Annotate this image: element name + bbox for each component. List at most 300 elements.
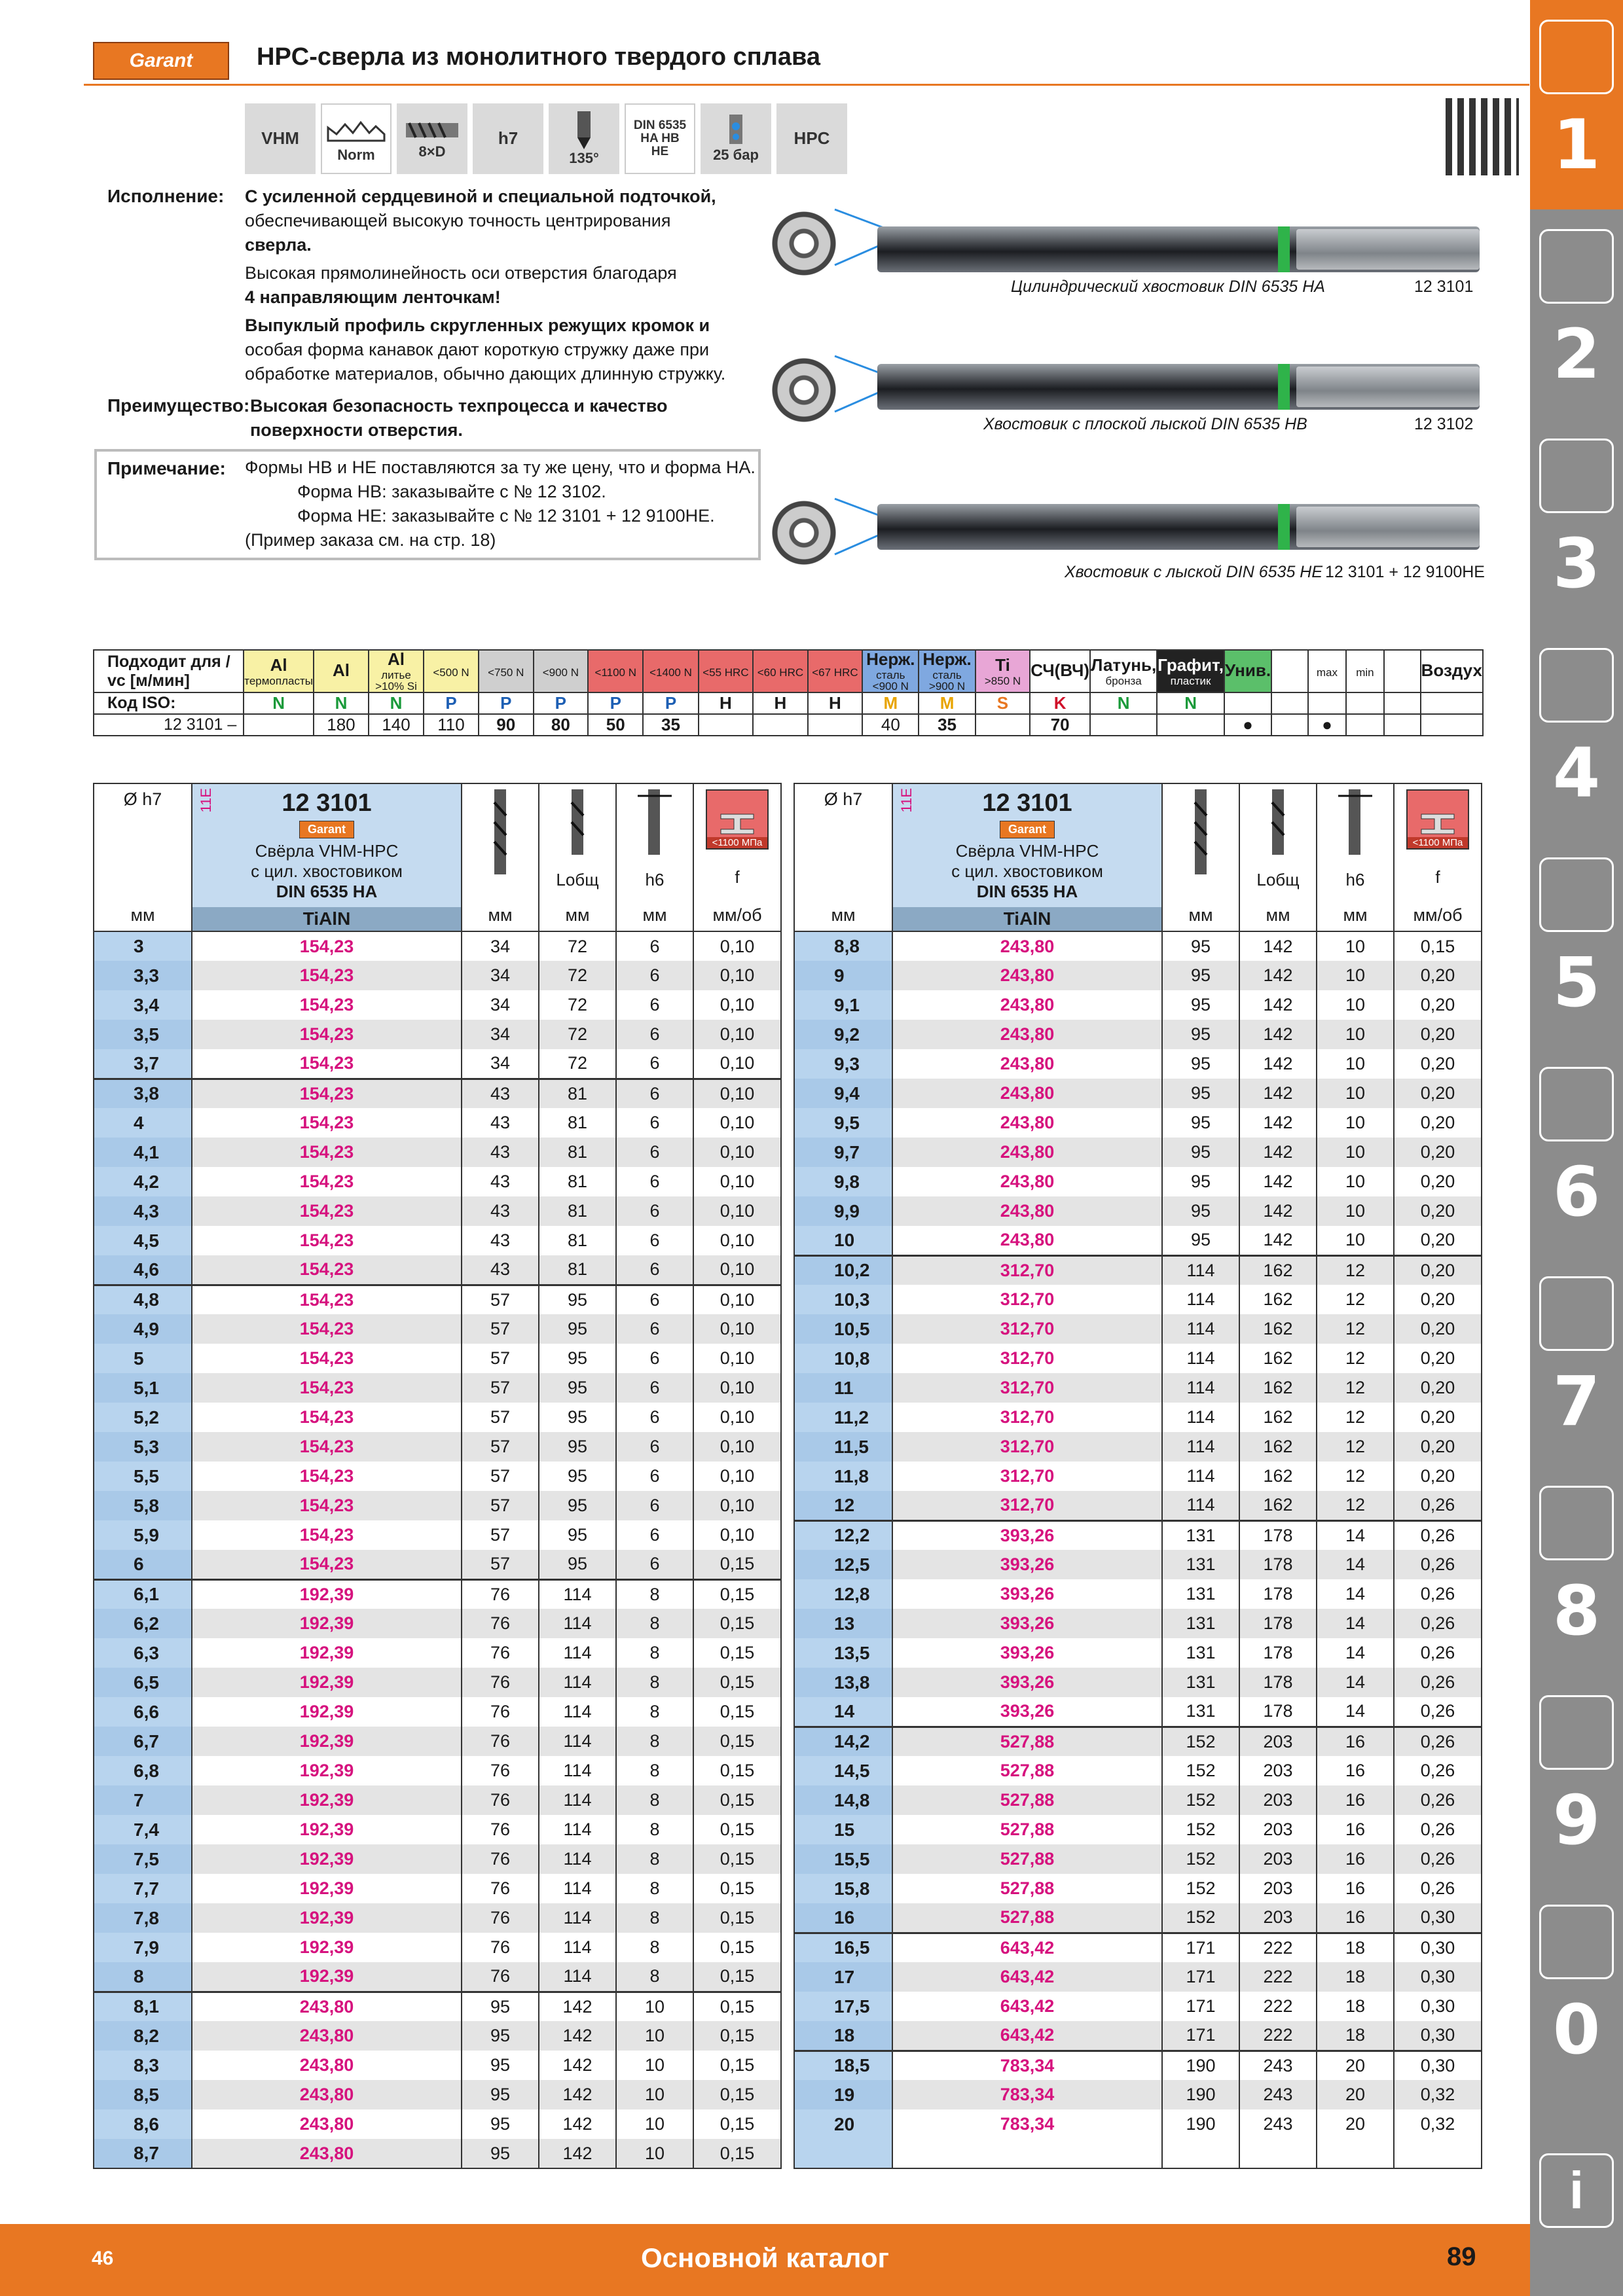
shank-diameter-cell: 6 <box>616 1462 693 1491</box>
total-length-cell: 178 <box>1239 1609 1317 1638</box>
shank-diameter-cell: 12 <box>1317 1314 1394 1344</box>
price-cell: 154,23 <box>192 1226 462 1255</box>
table-row <box>794 990 1482 1020</box>
chapter-number[interactable]: 1 <box>1552 105 1601 185</box>
table-row <box>794 1903 1482 1933</box>
total-length-cell: 142 <box>539 2139 616 2168</box>
diameter-cell: 7 <box>94 1785 192 1815</box>
drill-article: 12 3101 <box>1414 278 1474 296</box>
feed-cell: 0,20 <box>1394 961 1482 990</box>
chapter-number[interactable]: 7 <box>1552 1361 1601 1441</box>
article-header: 11E 12 3101 Garant Свёрла VHM-HPC с цил. хвостовиком DIN 6535 HA TiAlN <box>892 783 1162 931</box>
flute-length-cell: 95 <box>1162 931 1239 961</box>
shank-diameter-cell: 6 <box>616 1520 693 1550</box>
total-length-cell: 114 <box>539 1962 616 1992</box>
total-length-cell: 142 <box>1239 990 1317 1020</box>
shank-diameter-cell: 6 <box>616 1255 693 1285</box>
total-length-cell: 114 <box>539 1609 616 1638</box>
flute-length-cell: 152 <box>1162 1844 1239 1874</box>
cutting-speed: 50 <box>588 714 643 736</box>
feed-cell: 0,20 <box>1394 1462 1482 1491</box>
diameter-cell: 6,2 <box>94 1609 192 1638</box>
diameter-cell: 18 <box>794 2021 892 2051</box>
flute-length-cell: 114 <box>1162 1403 1239 1432</box>
info-icon[interactable]: i <box>1539 2153 1614 2228</box>
price-cell: 527,88 <box>892 1874 1162 1903</box>
price-cell: 154,23 <box>192 1373 462 1403</box>
price-cell: 312,70 <box>892 1314 1162 1344</box>
diameter-cell: 4,5 <box>94 1226 192 1255</box>
total-length-cell: 72 <box>539 961 616 990</box>
table-row <box>794 1992 1482 2021</box>
shank-diameter-cell: 6 <box>616 1432 693 1462</box>
feed-cell: 0,15 <box>693 1697 781 1727</box>
feed-cell: 0,15 <box>693 1609 781 1638</box>
total-length-cell: 203 <box>1239 1844 1317 1874</box>
table-row <box>794 1520 1482 1550</box>
total-length-cell: 95 <box>539 1432 616 1462</box>
cabinet-icon[interactable] <box>1539 1695 1614 1770</box>
page-title: HPC-сверла из монолитного твердого сплава <box>257 43 820 71</box>
flute-length-cell: 95 <box>462 2021 539 2051</box>
total-length-cell: 203 <box>1239 1756 1317 1785</box>
feed-cell: 0,10 <box>693 1196 781 1226</box>
shank-diameter-cell: 12 <box>1317 1432 1394 1462</box>
price-cell: 154,23 <box>192 1462 462 1491</box>
material-column-head: <500 N <box>424 650 479 692</box>
chapter-number[interactable]: 3 <box>1552 524 1601 603</box>
total-length-cell: 142 <box>1239 1049 1317 1079</box>
chapter-number[interactable]: 9 <box>1552 1780 1601 1860</box>
flute-length-cell: 34 <box>462 1049 539 1079</box>
diameter-cell: 8,3 <box>94 2051 192 2080</box>
coolant-pressure-icon: 25 бар <box>701 103 771 174</box>
table-row <box>94 1255 781 1285</box>
drill-caption: Хвостовик с лыской DIN 6535 HE <box>1065 563 1323 581</box>
diameter-cell: 5,2 <box>94 1403 192 1432</box>
shank-diameter-cell: 8 <box>616 1638 693 1668</box>
diameter-cell: 8,7 <box>94 2139 192 2168</box>
feed-cell: 0,15 <box>693 1579 781 1609</box>
material-column-head <box>1384 650 1421 692</box>
diameter-cell: 7,9 <box>94 1933 192 1962</box>
shank-diameter-cell: 6 <box>616 1079 693 1108</box>
shank-diameter-cell: 6 <box>616 1314 693 1344</box>
flute-length-cell: 95 <box>462 2080 539 2109</box>
total-length-cell: 95 <box>539 1462 616 1491</box>
total-length-header: Lобщ мм <box>1239 783 1317 931</box>
iso-code: N <box>1157 692 1224 714</box>
diameter-header: Ø h7 мм <box>94 783 192 931</box>
total-length-cell: 178 <box>1239 1697 1317 1727</box>
shank-diameter-cell: 10 <box>616 2051 693 2080</box>
total-length-cell: 162 <box>1239 1462 1317 1491</box>
table-row <box>794 1785 1482 1815</box>
flute-length-cell: 43 <box>462 1226 539 1255</box>
flute-length-cell: 114 <box>1162 1373 1239 1403</box>
diameter-cell: 4,6 <box>94 1255 192 1285</box>
diameter-cell: 10,5 <box>794 1314 892 1344</box>
shank-diameter-cell: 16 <box>1317 1785 1394 1815</box>
flute-length-cell: 131 <box>1162 1668 1239 1697</box>
table-row <box>94 1226 781 1255</box>
table-row <box>94 1314 781 1344</box>
chapter-number[interactable]: 8 <box>1552 1571 1601 1651</box>
table-row <box>794 1844 1482 1874</box>
price-cell: 527,88 <box>892 1727 1162 1756</box>
shank-diameter-cell: 14 <box>1317 1638 1394 1668</box>
shank-diameter-cell: 6 <box>616 1285 693 1314</box>
total-length-cell: 114 <box>539 1903 616 1933</box>
shank-diameter-cell: 14 <box>1317 1579 1394 1609</box>
price-cell: 393,26 <box>892 1609 1162 1638</box>
diameter-cell: 12,8 <box>794 1579 892 1609</box>
flute-length-cell: 114 <box>1162 1285 1239 1314</box>
workshop-icon[interactable] <box>1539 1486 1614 1560</box>
price-cell: 783,34 <box>892 2080 1162 2109</box>
holder-icon[interactable] <box>1539 439 1614 513</box>
feed-cell: 0,10 <box>693 1491 781 1520</box>
chapter-number[interactable]: 5 <box>1552 942 1601 1022</box>
total-length-cell: 114 <box>539 1668 616 1697</box>
flute-length-cell: 57 <box>462 1520 539 1550</box>
diameter-cell: 8,1 <box>94 1992 192 2021</box>
feed-cell: 0,15 <box>693 1874 781 1903</box>
diameter-cell: 14 <box>794 1697 892 1727</box>
price-cell: 154,23 <box>192 1432 462 1462</box>
cutting-speed <box>1384 714 1421 736</box>
feed-cell: 0,15 <box>693 1727 781 1756</box>
total-length-cell: 222 <box>1239 1962 1317 1992</box>
flute-length-cell: 95 <box>1162 1138 1239 1167</box>
table-row <box>94 1167 781 1196</box>
diameter-cell: 6,7 <box>94 1727 192 1756</box>
flute-length-header: мм <box>1162 783 1239 931</box>
price-cell: 527,88 <box>892 1815 1162 1844</box>
table-row <box>794 1491 1482 1520</box>
total-length-cell: 243 <box>1239 2080 1317 2109</box>
shank-diameter-cell: 8 <box>616 1844 693 1874</box>
price-cell: 154,23 <box>192 1108 462 1138</box>
price-cell: 312,70 <box>892 1491 1162 1520</box>
iso-code: N <box>314 692 369 714</box>
shank-diameter-cell: 6 <box>616 1138 693 1167</box>
shank-diameter-cell: 10 <box>1317 961 1394 990</box>
total-length-cell: 95 <box>539 1520 616 1550</box>
diameter-cell: 16,5 <box>794 1933 892 1962</box>
total-length-cell: 178 <box>1239 1668 1317 1697</box>
material-vhm-icon: VHM <box>245 103 316 174</box>
feed-cell: 0,10 <box>693 1344 781 1373</box>
table-row <box>94 1962 781 1992</box>
diameter-cell: 13,5 <box>794 1638 892 1668</box>
material-column-head: Нерж. сталь <900 N <box>862 650 919 692</box>
price-cell: 243,80 <box>192 2080 462 2109</box>
flute-length-cell: 114 <box>1162 1432 1239 1462</box>
shank-diameter-cell: 18 <box>1317 1992 1394 2021</box>
diameter-cell: 12 <box>794 1491 892 1520</box>
drill-caption: Хвостовик с плоской лыской DIN 6535 HB <box>983 415 1307 433</box>
price-cell: 154,23 <box>192 1079 462 1108</box>
iso-code: P <box>479 692 534 714</box>
cutting-speed <box>976 714 1030 736</box>
feed-cell: 0,30 <box>1394 1992 1482 2021</box>
price-cell: 192,39 <box>192 1933 462 1962</box>
feed-cell: 0,15 <box>693 2080 781 2109</box>
diameter-cell: 11 <box>794 1373 892 1403</box>
shank-diameter-cell: 8 <box>616 1933 693 1962</box>
point-angle-icon: 135° <box>549 103 619 174</box>
flute-length-cell: 114 <box>1162 1314 1239 1344</box>
feed-cell: 0,10 <box>693 990 781 1020</box>
price-cell: 243,80 <box>892 961 1162 990</box>
diameter-cell: 9,4 <box>794 1079 892 1108</box>
feed-cell: 0,10 <box>693 1462 781 1491</box>
price-cell: 154,23 <box>192 1550 462 1579</box>
price-cell: 154,23 <box>192 1520 462 1550</box>
safety-icon[interactable] <box>1539 1905 1614 1979</box>
diameter-cell: 6,5 <box>94 1668 192 1697</box>
iso-code <box>1271 692 1308 714</box>
table-row <box>794 1196 1482 1226</box>
diameter-cell: 4,2 <box>94 1167 192 1196</box>
total-length-cell: 81 <box>539 1196 616 1226</box>
total-length-cell: 203 <box>1239 1815 1317 1844</box>
flute-length-cell: 76 <box>462 1933 539 1962</box>
flute-length-cell: 57 <box>462 1403 539 1432</box>
table-row <box>94 2109 781 2139</box>
drill-image-hb <box>877 364 1480 410</box>
feed-cell: 0,15 <box>693 1992 781 2021</box>
pliers-icon[interactable] <box>1539 1276 1614 1351</box>
total-length-cell: 178 <box>1239 1579 1317 1609</box>
feed-cell: 0,26 <box>1394 1874 1482 1903</box>
shank-diameter-cell: 12 <box>1317 1255 1394 1285</box>
feed-cell: 0,32 <box>1394 2109 1482 2139</box>
diameter-cell: 6,8 <box>94 1756 192 1785</box>
material-column-head: min <box>1346 650 1384 692</box>
flute-length-cell: 95 <box>1162 990 1239 1020</box>
shank-diameter-cell: 12 <box>1317 1491 1394 1520</box>
price-cell: 154,23 <box>192 1167 462 1196</box>
feed-cell: 0,26 <box>1394 1668 1482 1697</box>
saw-icon[interactable] <box>1539 857 1614 932</box>
total-length-cell: 142 <box>539 1992 616 2021</box>
price-cell: 154,23 <box>192 1314 462 1344</box>
cutting-speed: 35 <box>919 714 975 736</box>
cutting-speed <box>699 714 754 736</box>
table-row <box>94 1697 781 1727</box>
total-length-cell: 142 <box>539 2021 616 2051</box>
total-length-cell: 114 <box>539 1697 616 1727</box>
table-row <box>794 1756 1482 1785</box>
shank-diameter-cell: 16 <box>1317 1727 1394 1756</box>
feed-cell: 0,30 <box>1394 1903 1482 1933</box>
feed-cell: 0,10 <box>693 1108 781 1138</box>
feed-cell: 0,20 <box>1394 1314 1482 1344</box>
diameter-cell: 6,6 <box>94 1697 192 1727</box>
iso-code <box>1421 692 1483 714</box>
total-length-cell: 81 <box>539 1108 616 1138</box>
price-cell: 243,80 <box>892 1196 1162 1226</box>
price-cell: 192,39 <box>192 1785 462 1815</box>
shank-diameter-cell: 8 <box>616 1668 693 1697</box>
flute-length-cell: 131 <box>1162 1550 1239 1579</box>
diameter-cell: 7,8 <box>94 1903 192 1933</box>
qr-code[interactable] <box>1446 98 1519 175</box>
total-length-cell: 142 <box>1239 1196 1317 1226</box>
table-row <box>794 1933 1482 1962</box>
price-cell: 312,70 <box>892 1285 1162 1314</box>
material-column-head: <55 HRC <box>699 650 754 692</box>
diameter-cell: 4,1 <box>94 1138 192 1167</box>
price-cell: 527,88 <box>892 1785 1162 1815</box>
cutting-speed <box>1346 714 1384 736</box>
diameter-cell: 4,9 <box>94 1314 192 1344</box>
table-row <box>794 1727 1482 1756</box>
shank-diameter-cell: 18 <box>1317 2021 1394 2051</box>
flute-length-cell: 131 <box>1162 1579 1239 1609</box>
shank-diameter-cell: 10 <box>616 2109 693 2139</box>
insert-icon[interactable] <box>1539 229 1614 304</box>
flute-length-cell: 95 <box>1162 1167 1239 1196</box>
shank-diameter-cell: 10 <box>1317 931 1394 961</box>
material-column-head <box>1271 650 1308 692</box>
measure-icon[interactable] <box>1539 648 1614 723</box>
price-cell: 243,80 <box>192 1992 462 2021</box>
flute-length-cell: 76 <box>462 1874 539 1903</box>
diameter-cell: 3,3 <box>94 961 192 990</box>
iso-code: P <box>588 692 643 714</box>
total-length-cell: 142 <box>1239 961 1317 990</box>
shank-diameter-cell: 10 <box>616 2021 693 2051</box>
price-cell: 192,39 <box>192 1962 462 1992</box>
table-row <box>794 2109 1482 2139</box>
flute-length-cell: 76 <box>462 1962 539 1992</box>
table-row <box>794 961 1482 990</box>
flute-length-cell: 43 <box>462 1108 539 1138</box>
flute-length-cell: 131 <box>1162 1520 1239 1550</box>
flute-length-cell: 57 <box>462 1285 539 1314</box>
table-row <box>794 1874 1482 1903</box>
shank-diameter-cell: 12 <box>1317 1285 1394 1314</box>
header-divider <box>84 84 1529 86</box>
price-cell: 154,23 <box>192 1138 462 1167</box>
drill-table-left <box>93 783 782 2169</box>
shank-diameter-cell: 20 <box>1317 2051 1394 2080</box>
diameter-cell: 9,2 <box>794 1020 892 1049</box>
cutting-speed: 110 <box>424 714 479 736</box>
drill-image-he <box>877 504 1480 550</box>
diameter-cell: 8,5 <box>94 2080 192 2109</box>
material-column-head: Ti >850 N <box>976 650 1030 692</box>
shank-diameter-cell: 14 <box>1317 1668 1394 1697</box>
shank-diameter-cell: 10 <box>616 1992 693 2021</box>
cutting-speed <box>244 714 314 736</box>
table-row <box>94 961 781 990</box>
drill-table-right <box>793 783 1482 2169</box>
flute-length-cell: 95 <box>462 2051 539 2080</box>
diameter-cell: 15 <box>794 1815 892 1844</box>
chapter-number[interactable]: 4 <box>1552 733 1601 813</box>
total-length-cell: 222 <box>1239 1933 1317 1962</box>
feed-cell: 0,20 <box>1394 1020 1482 1049</box>
tools-icon[interactable] <box>1539 1067 1614 1141</box>
price-cell: 154,23 <box>192 1020 462 1049</box>
flute-length-cell: 43 <box>462 1196 539 1226</box>
shank-diameter-cell: 8 <box>616 1815 693 1844</box>
flute-length-cell: 76 <box>462 1756 539 1785</box>
flute-length-cell: 171 <box>1162 1933 1239 1962</box>
price-cell: 192,39 <box>192 1609 462 1638</box>
total-length-cell: 114 <box>539 1844 616 1874</box>
total-length-cell: 203 <box>1239 1874 1317 1903</box>
feed-cell: 0,26 <box>1394 1697 1482 1727</box>
material-column-head: Унив. <box>1224 650 1271 692</box>
total-length-cell: 142 <box>539 2051 616 2080</box>
shank-diameter-cell: 12 <box>1317 1373 1394 1403</box>
diameter-cell: 16 <box>794 1903 892 1933</box>
table-row <box>794 1255 1482 1285</box>
shank-diameter-cell: 8 <box>616 1609 693 1638</box>
price-cell: 154,23 <box>192 1491 462 1520</box>
feed-cell: 0,26 <box>1394 1550 1482 1579</box>
advantage-label: Преимущество: <box>107 395 250 416</box>
cutting-speed: 90 <box>479 714 534 736</box>
flute-length-cell: 114 <box>1162 1462 1239 1491</box>
flute-length-cell: 131 <box>1162 1638 1239 1668</box>
chapter-number[interactable]: 6 <box>1552 1152 1601 1232</box>
total-length-cell: 95 <box>539 1314 616 1344</box>
price-cell: 643,42 <box>892 1992 1162 2021</box>
shank-diameter-cell: 16 <box>1317 1844 1394 1874</box>
flute-length-cell: 152 <box>1162 1903 1239 1933</box>
price-cell: 243,80 <box>192 2021 462 2051</box>
page-number: 89 <box>1447 2242 1476 2271</box>
table-row <box>94 1432 781 1462</box>
diameter-cell: 3,8 <box>94 1079 192 1108</box>
flute-length-header: мм <box>462 783 539 931</box>
total-length-cell: 95 <box>539 1373 616 1403</box>
table-row <box>94 1196 781 1226</box>
feed-cell: 0,10 <box>693 1373 781 1403</box>
table-row <box>94 1079 781 1108</box>
table-row <box>794 1079 1482 1108</box>
flute-length-cell: 114 <box>1162 1491 1239 1520</box>
cutting-speed <box>1157 714 1224 736</box>
flute-length-cell: 95 <box>1162 961 1239 990</box>
drill-icon[interactable] <box>1539 20 1614 94</box>
total-length-cell: 203 <box>1239 1903 1317 1933</box>
chapter-number[interactable]: 0 <box>1552 1990 1601 2070</box>
shank-diameter-cell: 10 <box>1317 990 1394 1020</box>
total-length-cell: 81 <box>539 1226 616 1255</box>
hpc-icon: HPC <box>776 103 847 174</box>
price-cell: 393,26 <box>892 1668 1162 1697</box>
shank-diameter-cell: 8 <box>616 1756 693 1785</box>
shank-diameter-cell: 8 <box>616 1874 693 1903</box>
iso-code: N <box>369 692 424 714</box>
feed-cell: 0,15 <box>693 2021 781 2051</box>
garant-logo: Garant <box>93 42 229 80</box>
shank-diameter-cell: 6 <box>616 1226 693 1255</box>
total-length-cell: 178 <box>1239 1520 1317 1550</box>
table-row <box>94 990 781 1020</box>
flute-length-cell: 152 <box>1162 1815 1239 1844</box>
shank-diameter-cell: 16 <box>1317 1815 1394 1844</box>
diameter-cell: 6,1 <box>94 1579 192 1609</box>
chapter-number[interactable]: 2 <box>1552 314 1601 394</box>
